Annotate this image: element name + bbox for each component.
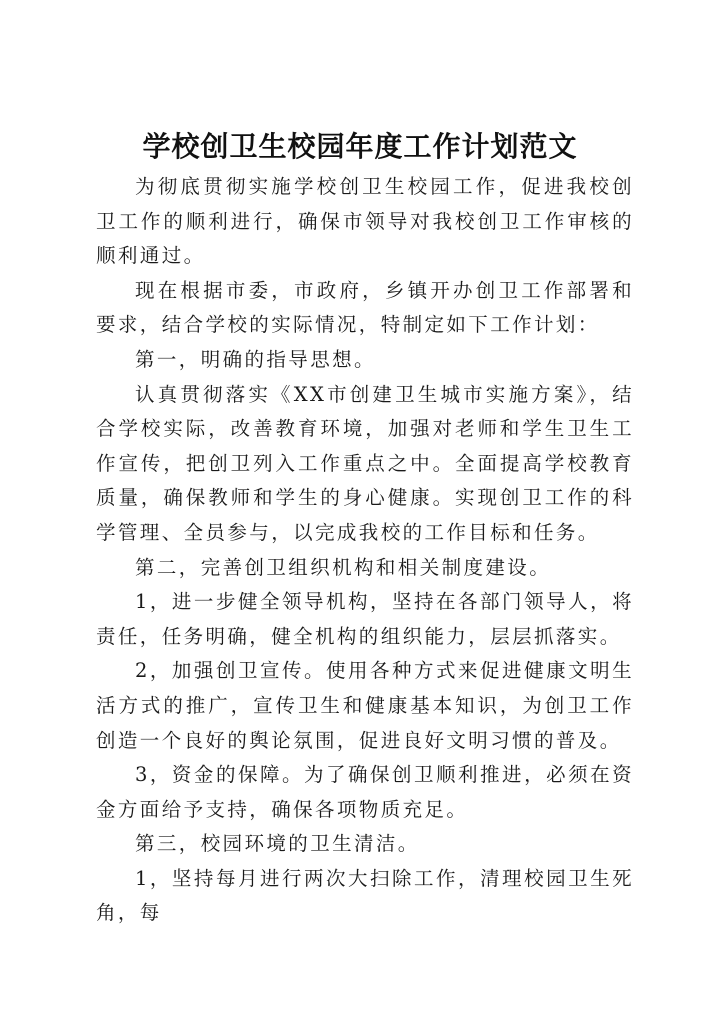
paragraph-item-1: 1，进一步健全领导机构，坚持在各部门领导人，将责任，任务明确，健全机构的组织能力，层层抓落实。	[96, 590, 634, 648]
paragraph-item-2: 2，加强创卫宣传。使用各种方式来促进健康文明生活方式的推广，宣传卫生和健康基本知识，为创卫工作创造一个良好的舆论氛围，促进良好文明习惯的普及。	[96, 659, 634, 752]
paragraph-item-3: 3，资金的保障。为了确保创卫顺利推进，必须在资金方面给予支持，确保各项物质充足。	[96, 763, 634, 821]
paragraph-item-1-cleaning: 1，坚持每月进行两次大扫除工作，清理校园卫生死角，每	[96, 866, 634, 925]
document-title: 学校创卫生校园年度工作计划范文	[142, 130, 578, 163]
paragraph-basis: 现在根据市委，市政府，乡镇开办创卫工作部署和要求，结合学校的实际情况，特制定如下工作计划：	[96, 278, 634, 337]
paragraph-guidance: 认真贯彻落实《XX市创建卫生城市实施方案》，结合学校实际，改善教育环境，加强对老师和学生卫生工作宣传，把创卫列入工作重点之中。全面提高学校教育质量，确保教师和学生的身心健康。实现创卫工作的科学管理、全员参与，以完成我校的工作目标和任务。	[96, 382, 634, 544]
section-heading-1: 第一，明确的指导思想。	[135, 347, 376, 371]
paragraph-intro: 为彻底贯彻实施学校创卫生校园工作，促进我校创卫工作的顺利进行，确保市领导对我校创卫工作审核的顺利通过。	[96, 175, 634, 268]
document-body	[96, 170, 634, 931]
section-heading-2: 第二，完善创卫组织机构和相关制度建设。	[135, 555, 552, 579]
section-heading-3: 第三，校园环境的卫生清洁。	[135, 832, 420, 856]
